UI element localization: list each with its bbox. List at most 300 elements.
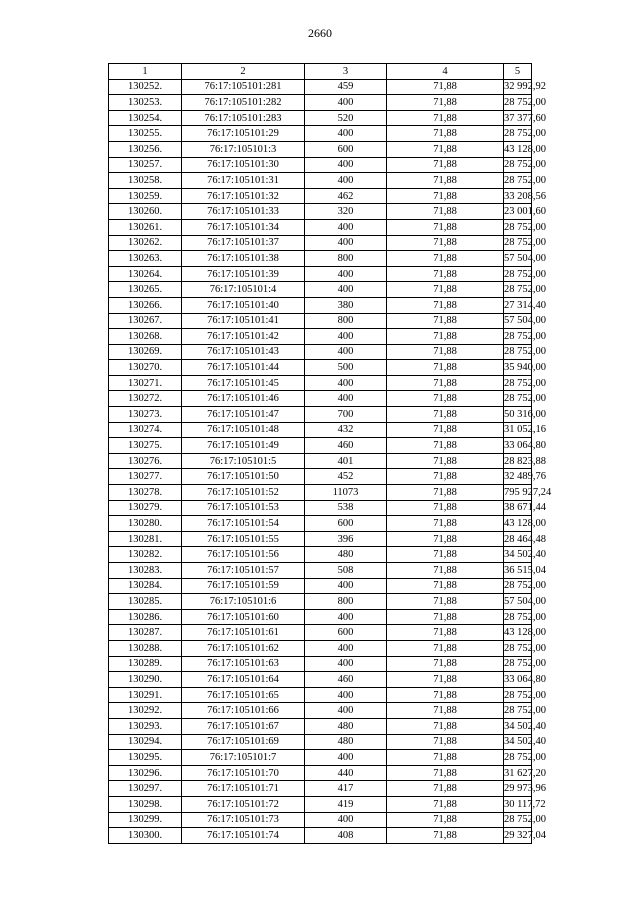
cadastral-number-cell: 76:17:105101:53 [182,500,305,516]
rate-cell: 71,88 [387,718,504,734]
table-row [109,812,532,828]
area-cell: 400 [305,157,387,173]
value-cell: 28 752,00 [504,812,532,828]
area-cell: 508 [305,563,387,579]
value-cell: 28 752,00 [504,95,532,111]
table-row [109,282,532,298]
value-cell: 43 128,00 [504,516,532,532]
area-cell: 400 [305,703,387,719]
row-number-cell: 130271. [109,375,182,391]
value-cell: 795 927,24 [504,485,532,501]
cadastral-number-cell: 76:17:105101:47 [182,407,305,423]
rate-cell: 71,88 [387,672,504,688]
area-cell: 401 [305,453,387,469]
area-cell: 320 [305,204,387,220]
cadastral-number-cell: 76:17:105101:73 [182,812,305,828]
column-header-5: 5 [504,64,532,80]
table-row [109,781,532,797]
table-row [109,266,532,282]
row-number-cell: 130290. [109,672,182,688]
value-cell: 33 064,80 [504,672,532,688]
row-number-cell: 130276. [109,453,182,469]
column-header-1: 1 [109,64,182,80]
value-cell: 28 752,00 [504,344,532,360]
table-row [109,594,532,610]
rate-cell: 71,88 [387,344,504,360]
area-cell: 460 [305,438,387,454]
value-cell: 33 208,56 [504,188,532,204]
table-row [109,672,532,688]
cadastral-number-cell: 76:17:105101:3 [182,141,305,157]
value-cell: 28 752,00 [504,609,532,625]
value-cell: 28 464,48 [504,531,532,547]
cadastral-number-cell: 76:17:105101:45 [182,375,305,391]
row-number-cell: 130288. [109,640,182,656]
table-row [109,329,532,345]
area-cell: 400 [305,578,387,594]
table-row [109,609,532,625]
cadastral-number-cell: 76:17:105101:48 [182,422,305,438]
area-cell: 400 [305,812,387,828]
cadastral-number-cell: 76:17:105101:44 [182,360,305,376]
cadastral-number-cell: 76:17:105101:40 [182,297,305,313]
cadastral-number-cell: 76:17:105101:6 [182,594,305,610]
value-cell: 28 752,00 [504,282,532,298]
rate-cell: 71,88 [387,173,504,189]
rate-cell: 71,88 [387,625,504,641]
area-cell: 480 [305,718,387,734]
rate-cell: 71,88 [387,266,504,282]
cadastral-number-cell: 76:17:105101:31 [182,173,305,189]
value-cell: 43 128,00 [504,625,532,641]
column-header-2: 2 [182,64,305,80]
value-cell: 29 973,96 [504,781,532,797]
cadastral-number-cell: 76:17:105101:282 [182,95,305,111]
cadastral-number-cell: 76:17:105101:69 [182,734,305,750]
rate-cell: 71,88 [387,578,504,594]
area-cell: 600 [305,625,387,641]
table-row [109,485,532,501]
area-cell: 400 [305,329,387,345]
value-cell: 28 752,00 [504,375,532,391]
cadastral-number-cell: 76:17:105101:60 [182,609,305,625]
cadastral-number-cell: 76:17:105101:49 [182,438,305,454]
area-cell: 400 [305,391,387,407]
rate-cell: 71,88 [387,703,504,719]
row-number-cell: 130277. [109,469,182,485]
rate-cell: 71,88 [387,656,504,672]
table-row [109,79,532,95]
row-number-cell: 130283. [109,563,182,579]
row-number-cell: 130286. [109,609,182,625]
rate-cell: 71,88 [387,282,504,298]
value-cell: 32 992,92 [504,79,532,95]
area-cell: 462 [305,188,387,204]
rate-cell: 71,88 [387,313,504,329]
table-row [109,563,532,579]
rate-cell: 71,88 [387,609,504,625]
rate-cell: 71,88 [387,126,504,142]
value-cell: 33 064,80 [504,438,532,454]
row-number-cell: 130284. [109,578,182,594]
table-row [109,391,532,407]
table-row [109,375,532,391]
area-cell: 400 [305,344,387,360]
row-number-cell: 130285. [109,594,182,610]
value-cell: 31 627,20 [504,765,532,781]
area-cell: 400 [305,687,387,703]
value-cell: 30 117,72 [504,796,532,812]
area-cell: 520 [305,110,387,126]
row-number-cell: 130263. [109,251,182,267]
cadastral-number-cell: 76:17:105101:42 [182,329,305,345]
value-cell: 28 752,00 [504,173,532,189]
table-row [109,110,532,126]
area-cell: 400 [305,282,387,298]
cadastral-number-cell: 76:17:105101:281 [182,79,305,95]
rate-cell: 71,88 [387,734,504,750]
row-number-cell: 130253. [109,95,182,111]
rate-cell: 71,88 [387,141,504,157]
area-cell: 432 [305,422,387,438]
row-number-cell: 130272. [109,391,182,407]
area-cell: 400 [305,173,387,189]
value-cell: 57 504,00 [504,594,532,610]
row-number-cell: 130280. [109,516,182,532]
table-row [109,173,532,189]
column-header-3: 3 [305,64,387,80]
area-cell: 480 [305,547,387,563]
rate-cell: 71,88 [387,251,504,267]
table-row [109,516,532,532]
rate-cell: 71,88 [387,375,504,391]
row-number-cell: 130275. [109,438,182,454]
value-cell: 28 752,00 [504,219,532,235]
value-cell: 28 752,00 [504,329,532,345]
row-number-cell: 130279. [109,500,182,516]
row-number-cell: 130269. [109,344,182,360]
table-row [109,407,532,423]
rate-cell: 71,88 [387,110,504,126]
value-cell: 57 504,00 [504,251,532,267]
rate-cell: 71,88 [387,235,504,251]
cadastral-number-cell: 76:17:105101:52 [182,485,305,501]
cadastral-number-cell: 76:17:105101:71 [182,781,305,797]
area-cell: 800 [305,594,387,610]
area-cell: 600 [305,516,387,532]
cadastral-number-cell: 76:17:105101:43 [182,344,305,360]
row-number-cell: 130291. [109,687,182,703]
table-row [109,796,532,812]
rate-cell: 71,88 [387,422,504,438]
row-number-cell: 130299. [109,812,182,828]
cadastral-number-cell: 76:17:105101:7 [182,750,305,766]
value-cell: 34 502,40 [504,718,532,734]
table-row [109,360,532,376]
area-cell: 400 [305,750,387,766]
area-cell: 417 [305,781,387,797]
table-row [109,251,532,267]
cadastral-number-cell: 76:17:105101:37 [182,235,305,251]
rate-cell: 71,88 [387,95,504,111]
cadastral-number-cell: 76:17:105101:34 [182,219,305,235]
row-number-cell: 130262. [109,235,182,251]
value-cell: 38 671,44 [504,500,532,516]
row-number-cell: 130289. [109,656,182,672]
rate-cell: 71,88 [387,594,504,610]
row-number-cell: 130300. [109,828,182,844]
cadastral-number-cell: 76:17:105101:41 [182,313,305,329]
cadastral-number-cell: 76:17:105101:29 [182,126,305,142]
cadastral-number-cell: 76:17:105101:39 [182,266,305,282]
rate-cell: 71,88 [387,750,504,766]
value-cell: 35 940,00 [504,360,532,376]
table-row [109,547,532,563]
rate-cell: 71,88 [387,438,504,454]
cadastral-number-cell: 76:17:105101:57 [182,563,305,579]
row-number-cell: 130266. [109,297,182,313]
table-row [109,219,532,235]
cadastral-number-cell: 76:17:105101:70 [182,765,305,781]
rate-cell: 71,88 [387,157,504,173]
table-row [109,453,532,469]
area-cell: 400 [305,235,387,251]
table-row [109,531,532,547]
value-cell: 31 052,16 [504,422,532,438]
rate-cell: 71,88 [387,485,504,501]
rate-cell: 71,88 [387,188,504,204]
cadastral-number-cell: 76:17:105101:61 [182,625,305,641]
header-row [109,64,532,80]
value-cell: 34 502,40 [504,734,532,750]
area-cell: 600 [305,141,387,157]
value-cell: 34 502,40 [504,547,532,563]
value-cell: 28 752,00 [504,703,532,719]
area-cell: 400 [305,375,387,391]
area-cell: 452 [305,469,387,485]
area-cell: 800 [305,313,387,329]
area-cell: 400 [305,95,387,111]
row-number-cell: 130252. [109,79,182,95]
rate-cell: 71,88 [387,360,504,376]
value-cell: 36 515,04 [504,563,532,579]
rate-cell: 71,88 [387,469,504,485]
table-row [109,141,532,157]
area-cell: 480 [305,734,387,750]
row-number-cell: 130281. [109,531,182,547]
value-cell: 28 752,00 [504,750,532,766]
row-number-cell: 130256. [109,141,182,157]
value-cell: 43 128,00 [504,141,532,157]
cadastral-number-cell: 76:17:105101:74 [182,828,305,844]
value-cell: 23 001,60 [504,204,532,220]
table-row [109,297,532,313]
area-cell: 400 [305,126,387,142]
value-cell: 28 752,00 [504,157,532,173]
table-row [109,500,532,516]
value-cell: 57 504,00 [504,313,532,329]
rate-cell: 71,88 [387,547,504,563]
row-number-cell: 130264. [109,266,182,282]
value-cell: 28 752,00 [504,578,532,594]
value-cell: 28 752,00 [504,640,532,656]
table-row [109,750,532,766]
rate-cell: 71,88 [387,407,504,423]
value-cell: 28 752,00 [504,235,532,251]
rate-cell: 71,88 [387,640,504,656]
cadastral-number-cell: 76:17:105101:67 [182,718,305,734]
table-row [109,95,532,111]
row-number-cell: 130278. [109,485,182,501]
table-row [109,422,532,438]
row-number-cell: 130296. [109,765,182,781]
table-row [109,313,532,329]
value-cell: 28 752,00 [504,687,532,703]
rate-cell: 71,88 [387,391,504,407]
row-number-cell: 130293. [109,718,182,734]
rate-cell: 71,88 [387,204,504,220]
cadastral-number-cell: 76:17:105101:4 [182,282,305,298]
table-row [109,687,532,703]
table-row [109,625,532,641]
row-number-cell: 130268. [109,329,182,345]
row-number-cell: 130259. [109,188,182,204]
value-cell: 28 752,00 [504,656,532,672]
cadastral-number-cell: 76:17:105101:59 [182,578,305,594]
cadastral-number-cell: 76:17:105101:63 [182,656,305,672]
cadastral-number-cell: 76:17:105101:32 [182,188,305,204]
cadastral-number-cell: 76:17:105101:64 [182,672,305,688]
area-cell: 400 [305,609,387,625]
value-cell: 37 377,60 [504,110,532,126]
area-cell: 396 [305,531,387,547]
value-cell: 28 752,00 [504,391,532,407]
cadastral-number-cell: 76:17:105101:5 [182,453,305,469]
area-cell: 460 [305,672,387,688]
table-row [109,640,532,656]
area-cell: 538 [305,500,387,516]
table-row [109,157,532,173]
area-cell: 11073 [305,485,387,501]
row-number-cell: 130267. [109,313,182,329]
cadastral-number-cell: 76:17:105101:65 [182,687,305,703]
rate-cell: 71,88 [387,531,504,547]
cadastral-number-cell: 76:17:105101:46 [182,391,305,407]
cadastral-number-cell: 76:17:105101:66 [182,703,305,719]
row-number-cell: 130261. [109,219,182,235]
table-row [109,438,532,454]
row-number-cell: 130270. [109,360,182,376]
area-cell: 700 [305,407,387,423]
area-cell: 800 [305,251,387,267]
table-row [109,126,532,142]
cadastral-number-cell: 76:17:105101:62 [182,640,305,656]
cadastral-number-cell: 76:17:105101:38 [182,251,305,267]
table-row [109,828,532,844]
table-row [109,765,532,781]
value-cell: 32 489,76 [504,469,532,485]
row-number-cell: 130260. [109,204,182,220]
column-header-4: 4 [387,64,504,80]
value-cell: 28 752,00 [504,126,532,142]
table-row [109,204,532,220]
row-number-cell: 130273. [109,407,182,423]
row-number-cell: 130287. [109,625,182,641]
cadastral-number-cell: 76:17:105101:33 [182,204,305,220]
area-cell: 440 [305,765,387,781]
row-number-cell: 130292. [109,703,182,719]
rate-cell: 71,88 [387,297,504,313]
table-body [109,79,552,843]
row-number-cell: 130298. [109,796,182,812]
table-row [109,703,532,719]
area-cell: 459 [305,79,387,95]
rate-cell: 71,88 [387,329,504,345]
area-cell: 400 [305,640,387,656]
rate-cell: 71,88 [387,219,504,235]
table-row [109,235,532,251]
value-cell: 50 316,00 [504,407,532,423]
cadastral-number-cell: 76:17:105101:54 [182,516,305,532]
cadastral-number-cell: 76:17:105101:283 [182,110,305,126]
data-table [108,63,552,844]
row-number-cell: 130297. [109,781,182,797]
rate-cell: 71,88 [387,500,504,516]
cadastral-number-cell: 76:17:105101:50 [182,469,305,485]
value-cell: 28 823,88 [504,453,532,469]
row-number-cell: 130254. [109,110,182,126]
area-cell: 400 [305,656,387,672]
rate-cell: 71,88 [387,79,504,95]
row-number-cell: 130295. [109,750,182,766]
row-number-cell: 130274. [109,422,182,438]
rate-cell: 71,88 [387,765,504,781]
value-cell: 29 327,04 [504,828,532,844]
value-cell: 28 752,00 [504,266,532,282]
rate-cell: 71,88 [387,687,504,703]
area-cell: 408 [305,828,387,844]
row-number-cell: 130282. [109,547,182,563]
area-cell: 400 [305,219,387,235]
rate-cell: 71,88 [387,781,504,797]
area-cell: 400 [305,266,387,282]
rate-cell: 71,88 [387,563,504,579]
cadastral-number-cell: 76:17:105101:55 [182,531,305,547]
area-cell: 380 [305,297,387,313]
row-number-cell: 130257. [109,157,182,173]
cadastral-number-cell: 76:17:105101:72 [182,796,305,812]
table-row [109,734,532,750]
table-row [109,656,532,672]
row-number-cell: 130255. [109,126,182,142]
table-row [109,469,532,485]
value-cell: 27 314,40 [504,297,532,313]
rate-cell: 71,88 [387,516,504,532]
area-cell: 419 [305,796,387,812]
row-number-cell: 130294. [109,734,182,750]
area-cell: 500 [305,360,387,376]
cadastral-number-cell: 76:17:105101:30 [182,157,305,173]
rate-cell: 71,88 [387,812,504,828]
table-row [109,188,532,204]
table-row [109,578,532,594]
rate-cell: 71,88 [387,453,504,469]
rate-cell: 71,88 [387,828,504,844]
row-number-cell: 130265. [109,282,182,298]
table-row [109,718,532,734]
page-number: 2660 [308,26,332,40]
row-number-cell: 130258. [109,173,182,189]
